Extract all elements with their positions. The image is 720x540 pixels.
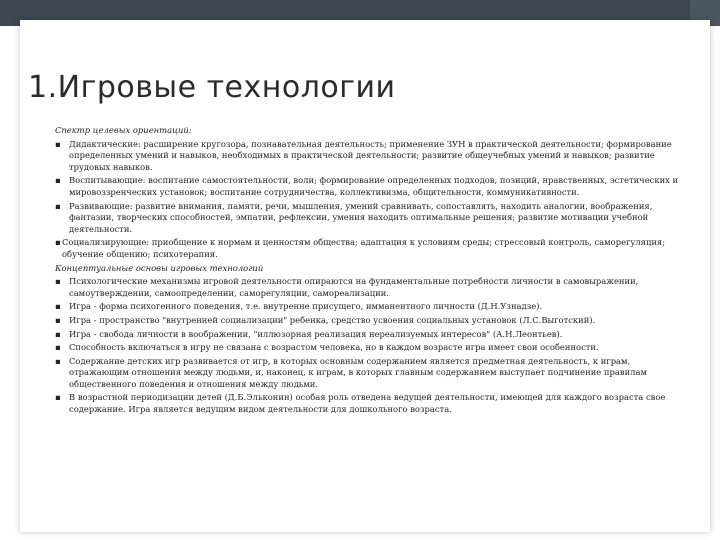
bullet-icon: ▪: [55, 276, 61, 287]
list-item: ▪ Психологические механизмы игровой деятельности опираются на фундаментальные потребности личности в самовыражении, самоутверждении, самоопределении, саморегуляции, самореализации.: [55, 276, 639, 298]
slide-title: 1.Игровые технологии: [28, 70, 396, 105]
goals-list: [55, 139, 680, 261]
bullet-icon: ▪: [55, 138, 61, 149]
list-item: ▪ Дидактические: расширение кругозора, познавательная деятельность; применение ЗУН в практической деятельности; формирование определенных умений и навыков, необходимых в практической деятельности; развитие общеучебных умений и навыков; развитие трудовых навыков.: [55, 138, 672, 172]
section-heading-concepts: Концептуальные основы игровых технологий: [55, 262, 264, 273]
bullet-icon: ▪: [55, 355, 61, 366]
list-item: ▪ Развивающие: развитие внимания, памяти, речи, мышления, умений сравнивать, сопоставлять, находить аналогии, воображения, фантазии, творческих способностей, эмпатии, рефлексии, умения находить оптимальные решения; развитие мотивации учебной деятельности.: [55, 200, 653, 234]
section-heading-goals: Спектр целевых ориентаций:: [55, 125, 192, 135]
list-item: ▪ Социализирующие: приобщение к нормам и ценностям общества; адаптация к условиям среды; стрессовый контроль, саморегуляция; обучение общению; психотерапия.: [55, 237, 666, 259]
concepts-list: [55, 276, 680, 416]
bullet-icon: ▪: [55, 314, 61, 325]
bullet-icon: ▪: [55, 301, 61, 312]
bullet-icon: ▪: [55, 328, 61, 339]
bullet-icon: ▪: [55, 342, 61, 353]
slide-content: [55, 125, 680, 418]
list-item: ▪ Игра - свобода личности в воображении, "иллюзорная реализация нереализуемых интересов" (А.Н.Леонтьев).: [55, 328, 563, 339]
list-item: ▪ Способность включаться в игру не связана с возрастом человека, но в каждом возрасте игра имеет свои особенности.: [55, 342, 599, 353]
bullet-icon: ▪: [55, 175, 61, 186]
list-item: ▪ В возрастной периодизации детей (Д.Б.Эльконин) особая роль отведена ведущей деятельности, имеющей для каждого возраста свое содержание. Игра является ведущим видом деятельности для дошкольного возраста.: [55, 392, 666, 415]
list-item: ▪ Содержание детских игр развивается от игр, в которых основным содержанием является предметная деятельность, к играм, отражающим отношения между людьми, и, наконец, к играм, в которых главным содержанием выступает подчинение правилам общественного поведения и отношения между людьми.: [55, 355, 647, 389]
bullet-icon: ▪: [55, 237, 61, 248]
bullet-icon: ▪: [55, 200, 61, 211]
list-item: ▪ Воспитывающие: воспитание самостоятельности, воли; формирование определенных подходов, позиций, нравственных, эстетических и мировоззренческих установок; воспитание сотрудничества, коллективизма, общительности, коммуникативности.: [55, 175, 679, 197]
list-item: ▪ Игра - форма психогенного поведения, т.е. внутренне присущего, имманентного личности (Д.Н.Узнадзе).: [55, 301, 543, 312]
bullet-icon: ▪: [55, 392, 61, 403]
list-item: ▪ Игра - пространство "внутренней социализации" ребенка, средство усвоения социальных установок (Л.С.Выготский).: [55, 314, 596, 325]
